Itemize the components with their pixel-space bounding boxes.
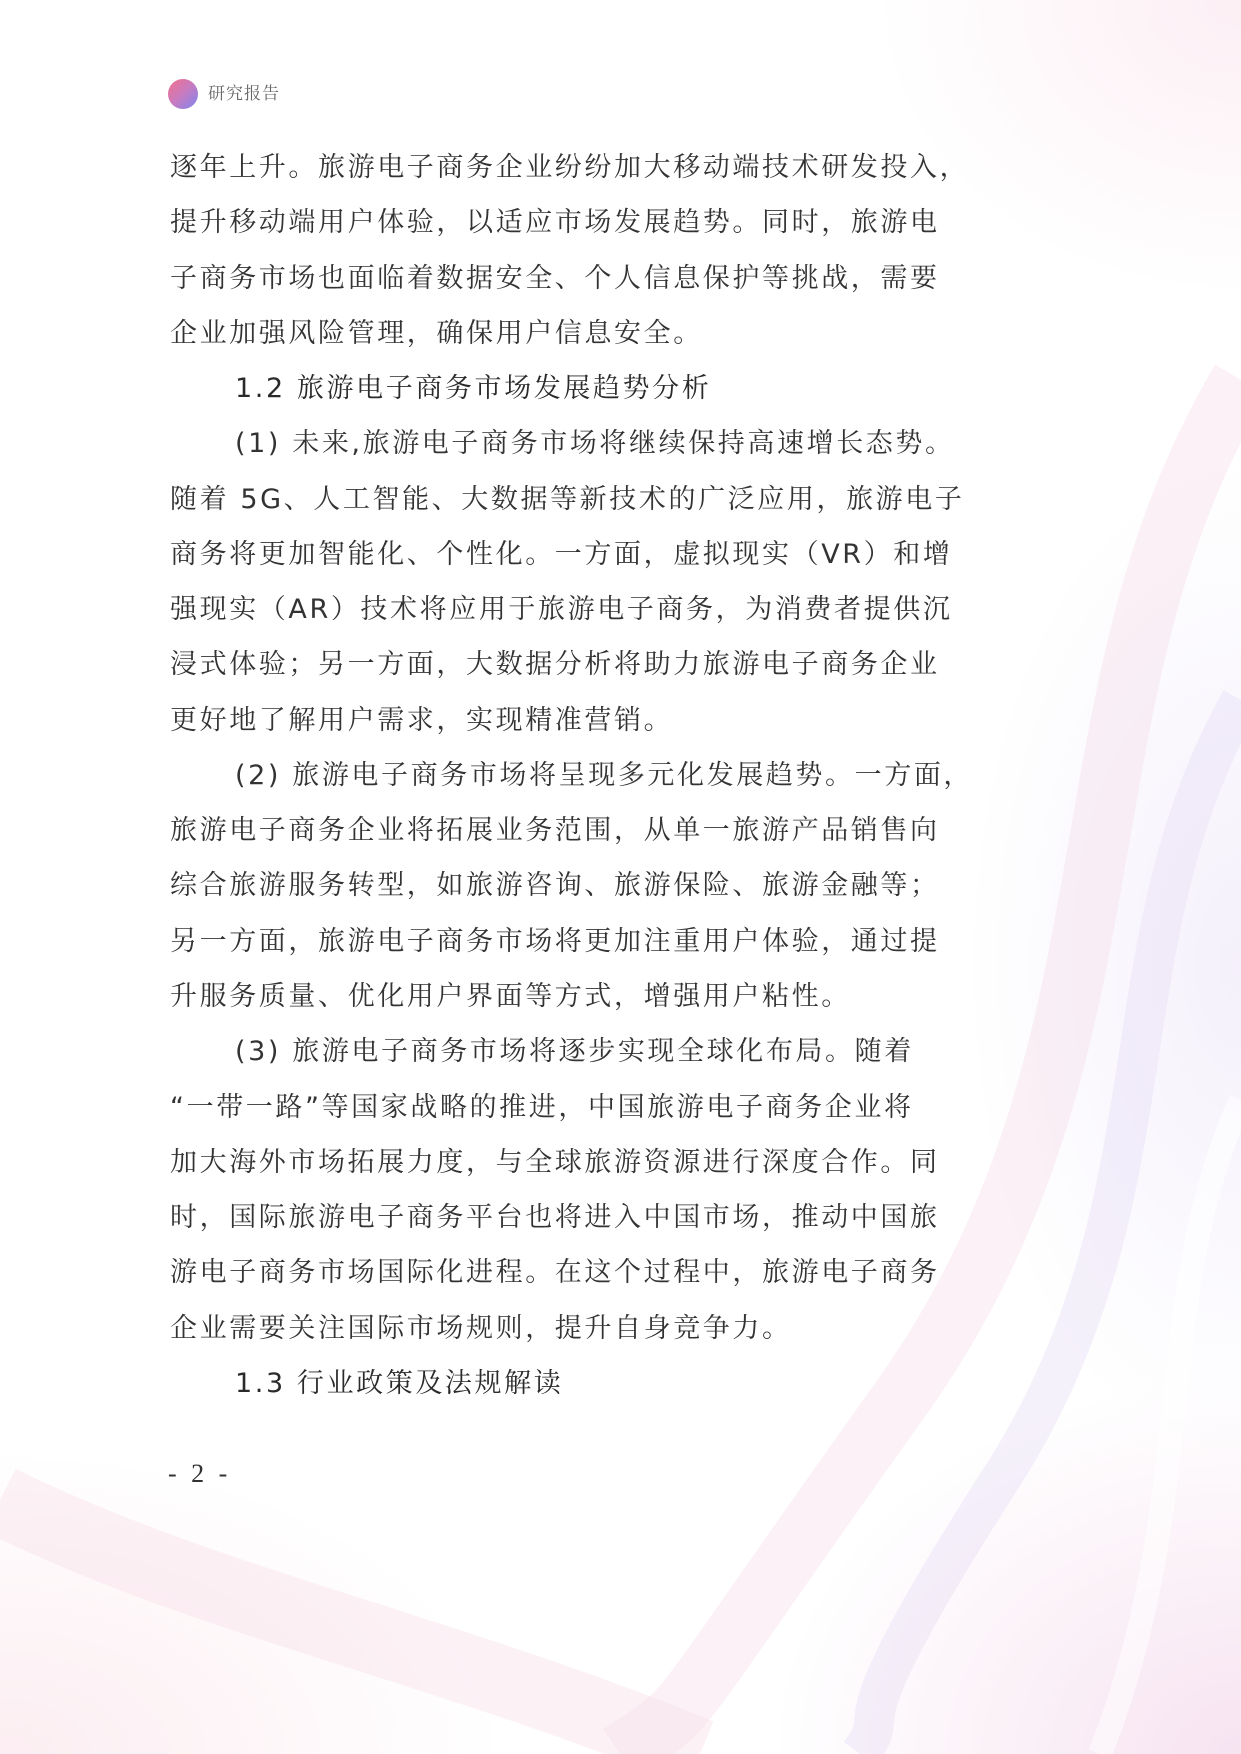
text-line: 更好地了解用户需求，实现精准营销。: [170, 704, 674, 736]
trend-paragraph-3: [170, 1024, 1070, 1356]
text-line: (1) 未来,旅游电子商务市场将继续保持高速增长态势。: [235, 428, 955, 460]
text-line: 浸式体验；另一方面，大数据分析将助力旅游电子商务企业: [170, 649, 940, 681]
text-line: 加大海外市场拓展力度，与全球旅游资源进行深度合作。同: [170, 1146, 940, 1178]
text-line: 升服务质量、优化用户界面等方式，增强用户粘性。: [170, 980, 851, 1012]
header-label: 研究报告: [208, 84, 280, 104]
trend-paragraph-2: [170, 748, 1070, 1024]
text-line: 逐年上升。旅游电子商务企业纷纷加大移动端技术研发投入，: [170, 152, 970, 183]
text-line: 综合旅游服务转型，如旅游咨询、旅游保险、旅游金融等；: [170, 870, 940, 902]
text-line: 另一方面，旅游电子商务市场将更加注重用户体验，通过提: [170, 925, 940, 957]
intro-paragraph: [170, 140, 1070, 361]
text-line: 旅游电子商务企业将拓展业务范围，从单一旅游产品销售向: [170, 815, 940, 847]
trend-paragraph-1: [170, 416, 1070, 748]
page-number: - 2 -: [168, 1459, 232, 1488]
text-line: 游电子商务市场国际化进程。在这个过程中，旅游电子商务: [170, 1257, 940, 1289]
text-line: 强现实（AR）技术将应用于旅游电子商务，为消费者提供沉: [170, 594, 953, 626]
body-text: [170, 140, 1070, 1411]
text-line: 企业加强风险管理，确保用户信息安全。: [170, 317, 703, 349]
text-line: 企业需要关注国际市场规则，提升自身竞争力。: [170, 1312, 792, 1344]
text-line: 时，国际旅游电子商务平台也将进入中国市场，推动中国旅: [170, 1202, 940, 1234]
text-line: (3) 旅游电子商务市场将逐步实现全球化布局。随着: [235, 1036, 914, 1068]
logo-circle-icon: [168, 79, 198, 109]
text-line: 子商务市场也面临着数据安全、个人信息保护等挑战，需要: [170, 262, 940, 294]
text-line: 提升移动端用户体验，以适应市场发展趋势。同时，旅游电: [170, 207, 940, 239]
section-heading-1-3: 1.3 行业政策及法规解读: [235, 1367, 564, 1399]
text-line: 随着 5G、人工智能、大数据等新技术的广泛应用，旅游电子: [170, 483, 965, 515]
report-header: [168, 79, 280, 109]
text-line: 商务将更加智能化、个性化。一方面，虚拟现实（VR）和增: [170, 538, 953, 570]
text-line: (2) 旅游电子商务市场将呈现多元化发展趋势。一方面，: [235, 759, 974, 791]
text-line: “一带一路”等国家战略的推进，中国旅游电子商务企业将: [170, 1091, 914, 1123]
section-heading-1-2: 1.2 旅游电子商务市场发展趋势分析: [235, 373, 712, 405]
